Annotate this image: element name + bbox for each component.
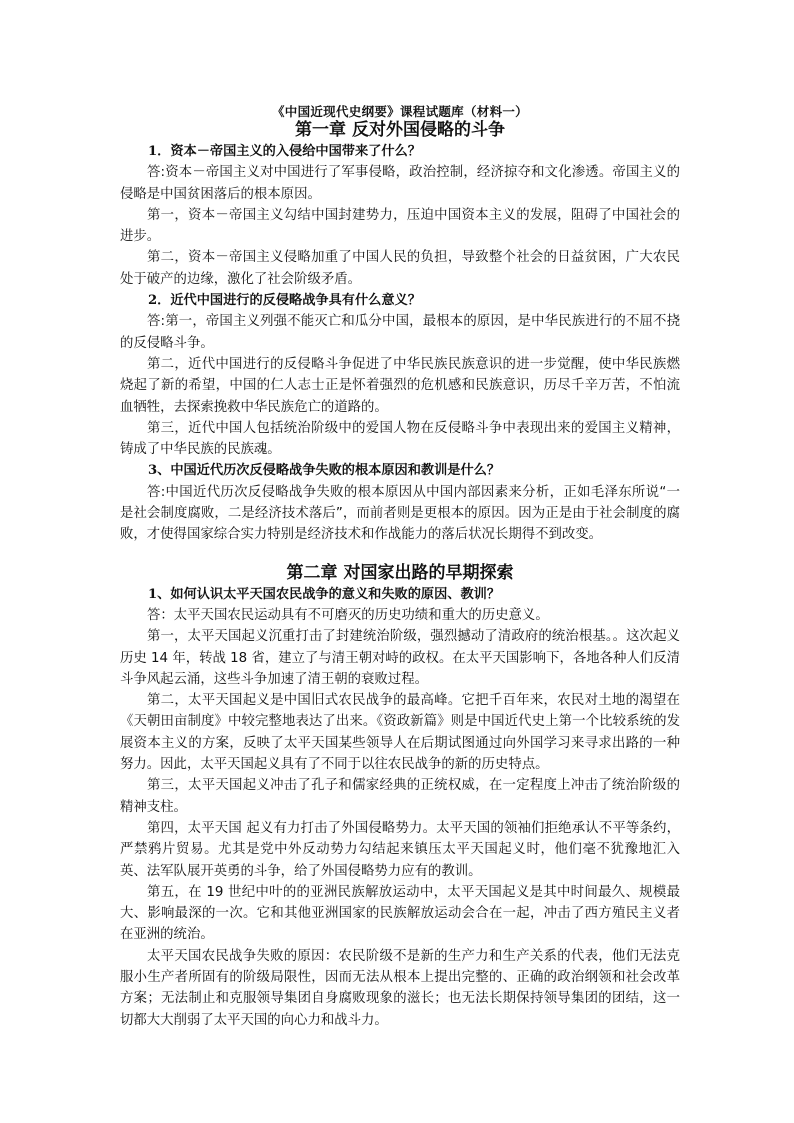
document-title: 《中国近现代史纲要》课程试题库（材料一） [271, 104, 528, 119]
question-heading: 1．资本－帝国主义的入侵给中国带来了什么？ [148, 144, 421, 159]
answer-paragraph: 第五，在 19 世纪中叶的的亚洲民族解放运动中，太平天国起义是其中时间最久、规模最大、影响最深的一次。它和其他亚洲国家的民族解放运动会合在一起，冲击了西方殖民主义者在亚洲的统治。 [120, 884, 680, 943]
answer-paragraph: 第二，资本－帝国主义侵略加重了中国人民的负担，导致整个社会的日益贫困，广大农民处于破产的边缘，激化了社会阶级矛盾。 [120, 250, 680, 287]
answer-paragraph: 第一，资本－帝国主义勾结中国封建势力，压迫中国资本主义的发展，阻碍了中国社会的进步。 [120, 207, 680, 245]
chapter-2 [120, 562, 680, 1031]
section-spacer [120, 546, 680, 562]
answer-paragraph: 第三，近代中国人包括统治阶级中的爱国人物在反侵略斗争中表现出来的爱国主义精神，铸成了中华民族的民族魂。 [120, 420, 680, 458]
chapter-1 [120, 119, 680, 546]
answer-paragraph: 答:第一，帝国主义列强不能灭亡和瓜分中国，最根本的原因，是中华民族进行的不屈不挠的反侵略斗争。 [120, 314, 680, 351]
question-block-1-1 [120, 141, 680, 290]
question-heading: 3、中国近代历次反侵略战争失败的根本原因和教训是什么？ [148, 463, 501, 479]
answer-paragraph: 第一，太平天国起义沉重打击了封建统治阶级，强烈撼动了清政府的统治根基。。这次起义历史 14 年，转战 18 省，建立了与清王朝对峙的政权。在太平天国影响下，各地各种人们反清斗争风起云涌，这些斗争加速了清王朝的衰败过程。 [120, 629, 680, 687]
answer-paragraph: 答：太平天国农民运动具有不可磨灭的历史功绩和重大的历史意义。 [147, 607, 549, 623]
answer-paragraph: 第二，太平天国起义是中国旧式农民战争的最高峰。它把千百年来，农民对土地的渴望在《天朝田亩制度》中较完整地表达了出来。《资政新篇》则是中国近代史上第一个比较系统的发展资本主义的方案，反映了太平天国某些领导人在后期试图通过向外国学习来寻求出路的一种努力。因此，太平天国起义具有了不同于以往农民战争的新的历史特点。 [120, 693, 680, 773]
question-block-1-2 [120, 290, 680, 460]
question-block-1-3 [120, 460, 680, 545]
document-body [120, 104, 680, 1031]
answer-paragraph: 第二，近代中国进行的反侵略斗争促进了中华民族民族意识的进一步觉醒，使中华民族燃烧起了新的希望，中国的仁人志士正是怀着强烈的危机感和民族意识，历尽千辛万苦，不怕流血牺牲，去探索挽救中华民族危亡的道路的。 [120, 356, 680, 415]
question-heading: 2．近代中国进行的反侵略战争具有什么意义？ [148, 293, 421, 309]
chapter-2-title: 第二章 对国家出路的早期探索 [286, 562, 514, 583]
answer-paragraph: 太平天国农民战争失败的原因：农民阶级不是新的生产力和生产关系的代表，他们无法克服小生产者所固有的阶级局限性，因而无法从根本上提出完整的、正确的政治纲领和社会改革方案；无法制止和克服领导集团自身腐败现象的滋长；也无法长期保持领导集团的团结，这一切都大大削弱了太平天国的向心力和战斗力。 [120, 948, 680, 1028]
answer-paragraph: 第三，太平天国起义冲击了孔子和儒家经典的正统权威，在一定程度上冲击了统治阶级的精神支柱。 [120, 778, 680, 815]
answer-paragraph: 答:中国近代历次反侵略战争失败的根本原因从中国内部因素来分析，正如毛泽东所说“一是社会制度腐败，二是经济技术落后”，而前者则是更根本的原因。因为正是由于社会制度的腐败，才使得国家综合实力特别是经济技术和作战能力的落后状况长期得不到改变。 [120, 484, 680, 543]
question-heading: 1、如何认识太平天国农民战争的意义和失败的原因、教训？ [148, 586, 501, 602]
answer-paragraph: 第四，太平天国 起义有力打击了外国侵略势力。太平天国的领袖们拒绝承认不平等条约，严禁鸦片贸易。尤其是党中外反动势力勾结起来镇压太平天国起义时，他们毫不犹豫地汇入英、法军队展开英勇的斗争，给了外国侵略势力应有的教训。 [120, 820, 680, 879]
answer-paragraph: 答:资本－帝国主义对中国进行了军事侵略，政治控制，经济掠夺和文化渗透。帝国主义的侵略是中国贫困落后的根本原因。 [120, 165, 680, 202]
question-block-2-1 [120, 584, 680, 1031]
chapter-1-title: 第一章 反对外国侵略的斗争 [295, 120, 505, 140]
